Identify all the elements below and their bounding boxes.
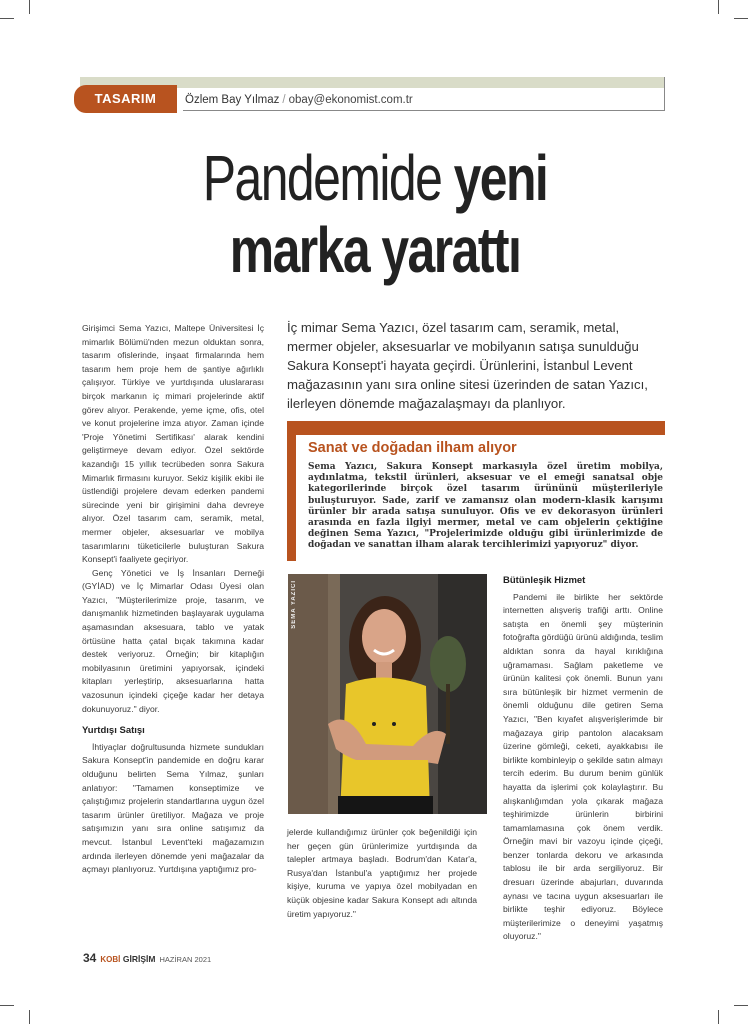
photo-caption: SEMA YAZICI [291, 580, 297, 629]
crop-mark [734, 18, 748, 19]
header-rule [183, 110, 665, 111]
crop-mark [29, 0, 30, 14]
crop-mark [0, 18, 14, 19]
title-line2: marka yarattı [229, 214, 521, 286]
title-part2: yeni [453, 142, 548, 214]
subheading: Bütünleşik Hizmet [503, 575, 586, 586]
article-column-middle [287, 826, 477, 921]
box-side-bar [287, 421, 296, 561]
section-tag: TASARIM [74, 85, 177, 113]
magazine-name-kobi: KOBİ [100, 955, 121, 964]
title-part1: Pandemide [202, 142, 454, 214]
crop-mark [718, 1010, 719, 1024]
portrait-photo [288, 574, 487, 814]
issue-date: HAZİRAN 2021 [159, 955, 212, 964]
paragraph: Girişimci Sema Yazıcı, Maltepe Üniversitesi İç mimarlık Bölümü'nden mezun olduktan sonra, tasarım ofislerinde, inşaat firmalarında hem tasarım hem proje hem de şantiye ağırlıklı çalışıyor. Türkiye ve yurtdışında uluslararası birçok markanın iç mimari projelerinde aktif görev alıyor. Perakende, yeme içme, ofis, otel ve konut projelerine imza atıyor. Zaman içinde 'Proje Yönetimi Sertifikası' alarak kendini geliştirmeye devam ediyor. Özel sektörde kazandığı 15 yıllık tecrübeden sonra Sakura Mimarlık firmasını kuruyor. Sekiz kişilik ekibi ile üstlendiği projelere devam ederken pandemi sürecinde yeni bir girişimini daha devreye alıyor. Özel tasarım cam, seramik, metal, mermer objeler, aksesuarlar ve mobilya tasarımlarını tüketicilerle buluşturan Sakura Konsept'i faaliyete geçiriyor. [82, 323, 264, 565]
crop-mark [734, 1005, 748, 1006]
subheading: Yurtdışı Satışı [82, 725, 145, 737]
crop-mark [718, 0, 719, 14]
article-title [150, 142, 600, 286]
paragraph: jelerde kullandığımız ürünler çok beğenildiği için her geçen gün ürünlerimize yurtdışında da talepler artmaya başladı. Bodrum'dan Katar'a, Rusya'dan İstanbul'a yaptığımız her projede kişiye, kuruma ve yapıya özel mobilyadan en küçük objesine kadar Sakura Konsept adı altında üretim yapıyoruz." [287, 827, 477, 919]
paragraph: Genç Yönetici ve İş İnsanları Derneği (GYİAD) ve İç Mimarlar Odası Üyesi olan Yazıcı, "Müşterilerimize proje, tasarım, ve danışmanlık hizmetinden başlayarak uygulama aşamasından aksesuara, tablo ve yatak örtüsüne hatta çatal bıçak takımına kadar destek veriyoruz. Örneğin; bir kitaplığın mobilyasının üretimini yapıyorsak, içindeki kitapları yerleştirip, aksesuarlarına hatta vazosunun içindeki çiçeğe kadar her detaya dokunuyoruz." diyor. [82, 567, 264, 714]
page-number: 34 [83, 951, 97, 965]
portrait-illustration [288, 574, 487, 814]
byline: Özlem Bay Yılmaz / obay@ekonomist.com.tr [185, 94, 413, 106]
header-rule-end [664, 77, 665, 111]
author-name: Özlem Bay Yılmaz [185, 94, 280, 106]
box-title: Sanat ve doğadan ilham alıyor [308, 440, 517, 456]
box-top-bar [287, 421, 665, 435]
article-column-left [82, 322, 264, 877]
author-email: obay@ekonomist.com.tr [288, 94, 413, 106]
page-footer [83, 951, 211, 965]
article-column-right [503, 574, 663, 944]
article-lead: İç mimar Sema Yazıcı, özel tasarım cam, seramik, metal, mermer objeler, aksesuarlar ve mobilyanın satışa sunulduğu Sakura Konsept'i hayata geçirdi. Ürünlerini, İstanbul Levent mağazasının yanı sıra online sitesi üzerinden de satan Yazıcı, ilerleyen dönemde mağazalaşmayı da planlıyor. [287, 320, 648, 411]
crop-mark [29, 1010, 30, 1024]
box-text: Sema Yazıcı, Sakura Konsept markasıyla özel üretim mobilya, aydınlatma, tekstil ürünleri, aksesuar ve el emeği sanatsal obje kategorilerinde birçok özel tasarım ürününü müşterileriyle buluşturuyor. Sade, zarif ve zamansız olan modern-klasik karışımı ürünler bir arada satışa sunuluyor. Ofis ve ev dekorasyon ürünleri arasında en fazla ilgiyi mermer, metal ve cam objelerin çektiğine değinen Sema Yazıcı, "Projelerimizde olduğu gibi ürünlerimizde de doğadan ve sanattan ilham alarak tercihlerimizi yapıyoruz" diyor. [308, 462, 663, 551]
paragraph: Pandemi ile birlikte her sektörde internetten alışveriş trafiği arttı. Online satışta en önemli şey müşterinin fotoğrafta gördüğü ürünü aldığında, teslim aldıktan sonra da hayal kırıklığına uğramaması. Sağlam paketleme ve ürünün kalitesi çok önemli. Bunun yanı sıra bütünleşik bir hizmet vermenin de önemli olduğunu dile getiren Sema Yazıcı, "Ben kıyafet alışverişlerimde bir mağazaya girip pantolon alacaksam üzerine gömleği, ceketi, ayakkabısı ile birlikte kombinleyip o şekilde satın almayı tercih ederim. Bu durum benim günlük hayatta da işlerimi çok kolaylaştırır. Bu alışkanlığımdan yola çıkarak mağaza teşhirimizde ürünlerin birbirini tamamlamasına çok önem verdik. Örneğin mavi bir vazoyu içinde çiçeği, benzer tonlarda dekoru ve arkasında tablosu ile bir arda sergiliyoruz. Bir dresuarı üzerinde abajurları, duvarında aynası ve tacına uygun aksesuarları ile birlikte teşhir ediyoruz. Böylece müşterilerimize o deneyimi yaşatmış oluyoruz." [503, 591, 663, 942]
magazine-name-girisim: GİRİŞİM [122, 954, 156, 964]
paragraph: İhtiyaçlar doğrultusunda hizmete sundukları Sakura Konsept'in pandemide en doğru karar olduğunu belirten Sema Yılmaz, şunları anlatıyor: "Tamamen konseptimize ve çalıştığımız projelerin standartlarına uygun özel tasarım ürünler üretiliyor. Mağaza ve proje satışımızın yanı sıra online satışımız da mevcut. İstanbul Levent'teki mağazamızın ardında ilerleyen dönemde yeni mağazalar da açmayı planlıyoruz. Yurtdışına yaptığımız pro- [82, 741, 264, 875]
crop-mark [0, 1005, 14, 1006]
